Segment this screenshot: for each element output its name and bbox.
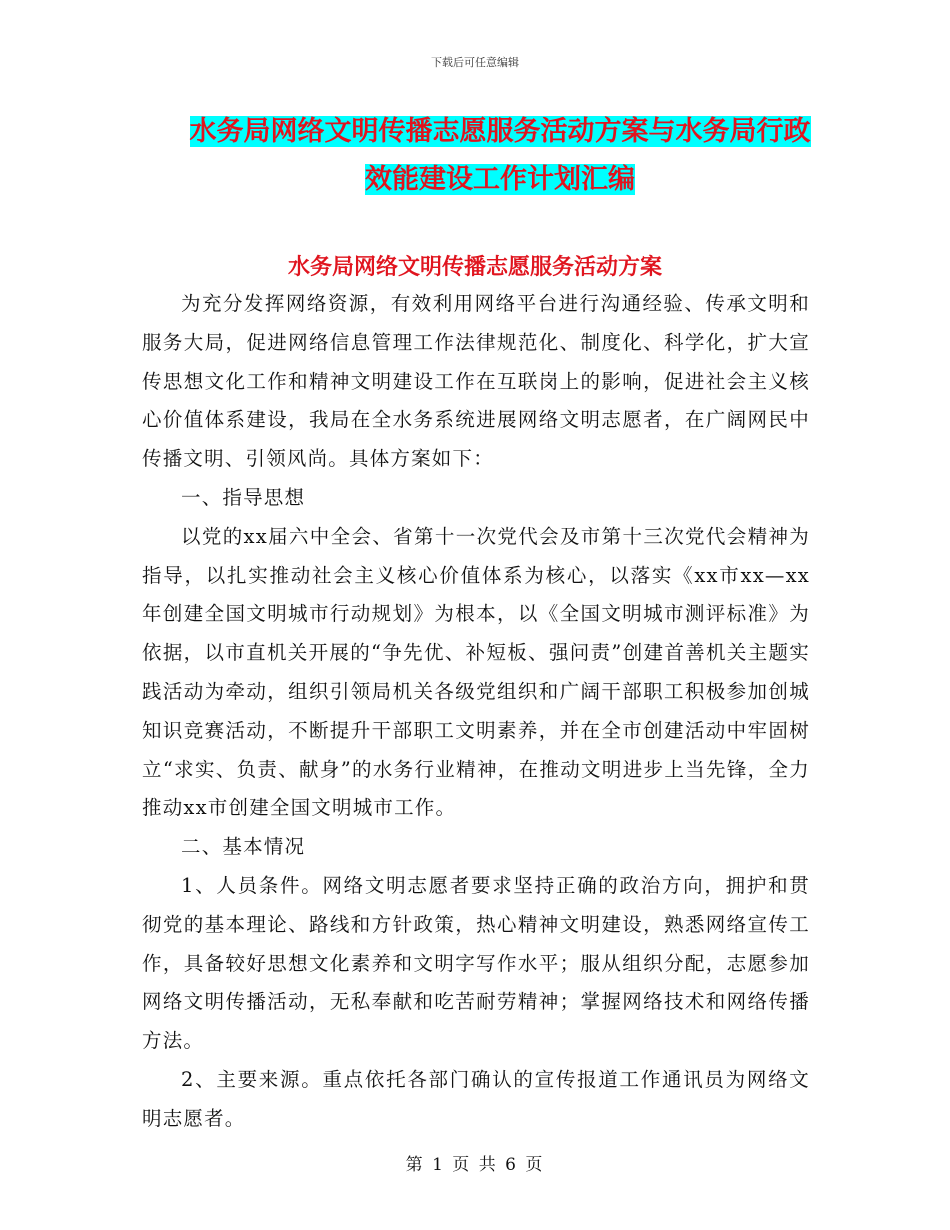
guiding-ideology-paragraph: 以党的xx届六中全会、省第十一次党代会及市第十三次党代会精神为指导，以扎实推动社会主义核心价值体系为核心，以落实《xx市xx—xx年创建全国文明城市行动规划》为根本，以《全国文明城市测评标准》为依据，以市直机关开展的“争先优、补短板、强问责”创建首善机关主题实践活动为牵动，组织引领局机关各级党组织和广阔干部职工积极参加创城知识竞赛活动，不断提升干部职工文明素养，并在全市创建活动中牢固树立“求实、负责、献身”的水务行业精神，在推动文明进步上当先锋，全力推动xx市创建全国文明城市工作。: [142, 524, 810, 820]
section-title: 水务局网络文明传播志愿服务活动方案: [287, 255, 662, 280]
page-number: 第 1 页 共 6 页: [405, 1155, 545, 1175]
header-note: 下载后可任意编辑: [431, 56, 519, 69]
document-title: [150, 108, 850, 204]
document-body: [142, 285, 810, 1139]
document-title-line-2: 效能建设工作计划汇编: [365, 164, 635, 195]
document-title-line-1: 水务局网络文明传播志愿服务活动方案与水务局行政: [189, 116, 811, 147]
main-sources-paragraph: 2、主要来源。重点依托各部门确认的宣传报道工作通讯员为网络文明志愿者。: [142, 1067, 810, 1130]
heading-guiding-ideology: 一、指导思想: [181, 485, 306, 509]
personnel-conditions-paragraph: 1、人员条件。网络文明志愿者要求坚持正确的政治方向，拥护和贯彻党的基本理论、路线和方针政策，热心精神文明建设，熟悉网络宣传工作，具备较好思想文化素养和文明字写作水平；服从组织分配，志愿参加网络文明传播活动，无私奉献和吃苦耐劳精神；掌握网络技术和网络传播方法。: [142, 873, 810, 1053]
intro-paragraph: 为充分发挥网络资源，有效利用网络平台进行沟通经验、传承文明和服务大局，促进网络信息管理工作法律规范化、制度化、科学化，扩大宣传思想文化工作和精神文明建设工作在互联岗上的影响，促进社会主义核心价值体系建设，我局在全水务系统进展网络文明志愿者，在广阔网民中传播文明、引领风尚。具体方案如下：: [142, 292, 810, 471]
heading-basic-situation: 二、基本情况: [181, 835, 306, 859]
